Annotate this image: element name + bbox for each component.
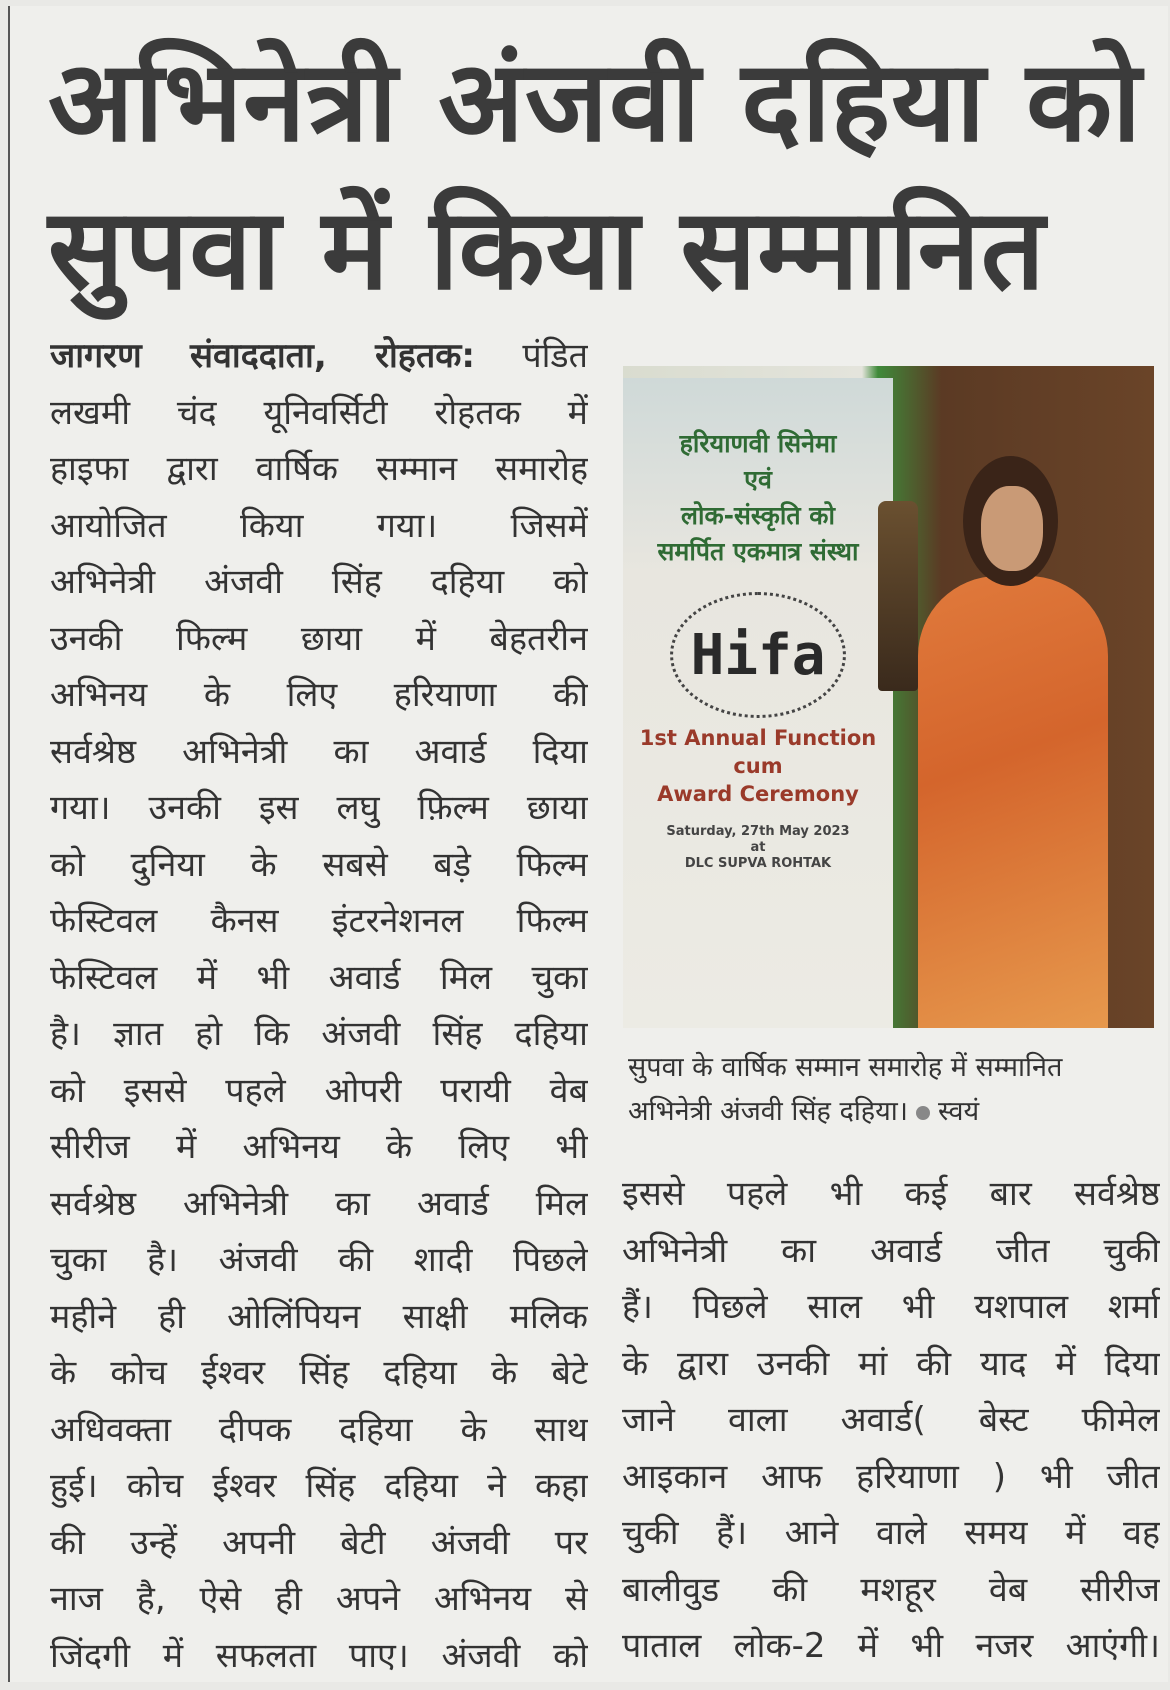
poster-venue: DLC SUPVA ROHTAK bbox=[684, 856, 832, 871]
article-line: सीरीज में अभिनय के लिए भी bbox=[50, 1127, 588, 1167]
article-line: लखमी चंद यूनिवर्सिटी रोहतक में bbox=[50, 392, 588, 433]
article-line: हाइफा द्वारा वार्षिक सम्मान समारोह bbox=[50, 449, 588, 489]
poster-date: Saturday, 27th May 2023 bbox=[666, 824, 850, 839]
article-line: महीने ही ओलिंपियन साक्षी मलिक bbox=[50, 1296, 588, 1337]
poster-hindi-line: एवं bbox=[744, 465, 772, 494]
right-article-column bbox=[622, 1166, 1160, 1675]
article-line: सर्वश्रेष्ठ अभिनेत्री का अवार्ड दिया bbox=[50, 731, 588, 772]
article-line: नाज है, ऐसे ही अपने अभिनय से bbox=[50, 1579, 588, 1619]
newspaper-clipping bbox=[8, 6, 1168, 1682]
article-line bbox=[50, 328, 588, 385]
headline-line-2: सुपवा में किया सम्मानित bbox=[48, 185, 1046, 315]
byline: जागरण संवाददाता, रोहतक: bbox=[50, 336, 475, 376]
article-line: चुका है। अंजवी की शादी पिछले bbox=[50, 1240, 588, 1280]
poster-hindi-line: लोक-संस्कृति को bbox=[681, 501, 835, 530]
left-article-column bbox=[50, 328, 588, 1684]
article-line: जिंदगी में सफलता पाए। अंजवी को bbox=[50, 1635, 588, 1676]
article-line: हुई। कोच ईश्वर सिंह दहिया ने कहा bbox=[50, 1466, 588, 1506]
article-line: को दुनिया के सबसे बड़े फिल्म bbox=[50, 844, 588, 885]
actress-figure bbox=[903, 456, 1113, 1028]
article-line: के द्वारा उनकी मां की याद में दिया bbox=[622, 1343, 1160, 1384]
article-line: गया। उनकी इस लघु फ़िल्म छाया bbox=[50, 788, 588, 828]
article-line: अभिनेत्री का अवार्ड जीत चुकी bbox=[622, 1230, 1160, 1271]
article-line: अभिनेत्री अंजवी सिंह दहिया को bbox=[50, 562, 588, 602]
article-line: के कोच ईश्वर सिंह दहिया के बेटे bbox=[50, 1353, 588, 1393]
article-line: चुकी हैं। आने वाले समय में वह bbox=[622, 1513, 1160, 1553]
article-line: इससे पहले भी कई बार सर्वश्रेष्ठ bbox=[622, 1174, 1160, 1214]
article-line: हैं। पिछले साल भी यशपाल शर्मा bbox=[622, 1287, 1160, 1327]
article-line: सर्वश्रेष्ठ अभिनेत्री का अवार्ड मिल bbox=[50, 1183, 588, 1224]
saree-shape bbox=[918, 576, 1108, 1028]
caption-line-1: सुपवा के वार्षिक सम्मान समारोह में सम्मानित bbox=[628, 1052, 1063, 1083]
article-line: अभिनय के लिए हरियाणा की bbox=[50, 675, 588, 715]
article-photo bbox=[623, 366, 1154, 1028]
bullet-icon bbox=[916, 1106, 930, 1120]
poster-english-line: Award Ceremony bbox=[657, 782, 859, 806]
article-line: को इससे पहले ओपरी परायी वेब bbox=[50, 1070, 588, 1111]
poster-hindi-line: हरियाणवी सिनेमा bbox=[679, 429, 837, 458]
article-line: अधिवक्ता दीपक दहिया के साथ bbox=[50, 1409, 588, 1450]
photo-credit: स्वयं bbox=[938, 1096, 980, 1127]
poster-hindi-line: समर्पित एकमात्र संस्था bbox=[657, 537, 859, 566]
article-line: है। ज्ञात हो कि अंजवी सिंह दहिया bbox=[50, 1014, 588, 1054]
article-line: आयोजित किया गया। जिसमें bbox=[50, 505, 588, 546]
article-line: बालीवुड की मशहूर वेब सीरीज bbox=[622, 1569, 1160, 1610]
headline-line-1: अभिनेत्री अंजवी दहिया को bbox=[48, 37, 1143, 167]
article-line: जाने वाला अवार्ड( बेस्ट फीमेल bbox=[622, 1400, 1160, 1440]
article-line: की उन्हें अपनी बेटी अंजवी पर bbox=[50, 1522, 588, 1563]
article-line: फेस्टिवल में भी अवार्ड मिल चुका bbox=[50, 957, 588, 998]
article-line: आइकान आफ हरियाणा ) भी जीत bbox=[622, 1456, 1160, 1497]
caption-line-2: अभिनेत्री अंजवी सिंह दहिया। bbox=[628, 1096, 909, 1127]
article-line: फेस्टिवल कैनस इंटरनेशनल फिल्म bbox=[50, 901, 588, 941]
poster-english-line: cum bbox=[733, 754, 783, 778]
hifa-logo: Hifa bbox=[670, 592, 846, 718]
article-line-text: पंडित bbox=[522, 336, 588, 376]
award-poster bbox=[623, 378, 893, 1028]
photo-caption bbox=[628, 1046, 1168, 1134]
article-line: पाताल लोक-2 में भी नजर आएंगी। bbox=[622, 1626, 1160, 1666]
trophy-icon bbox=[878, 501, 918, 691]
face-shape bbox=[981, 486, 1043, 571]
poster-at: at bbox=[750, 840, 766, 855]
article-line: उनकी फिल्म छाया में बेहतरीन bbox=[50, 618, 588, 659]
poster-english-line: 1st Annual Function bbox=[639, 726, 877, 750]
